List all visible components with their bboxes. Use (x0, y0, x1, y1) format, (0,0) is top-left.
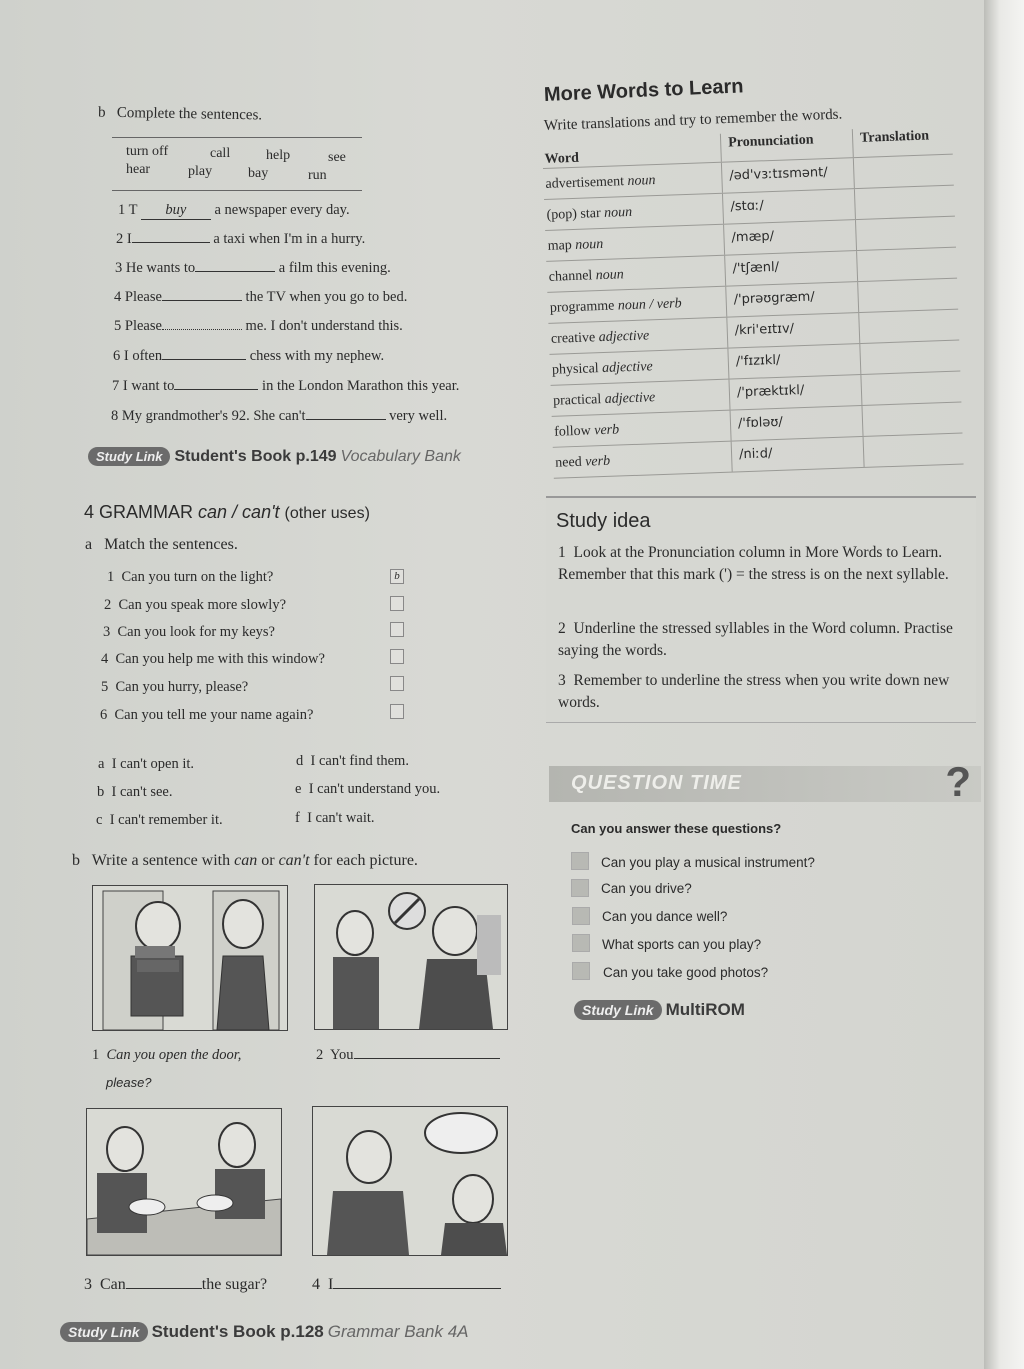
item-number: 3 (103, 624, 111, 640)
item-number: 2 (558, 620, 566, 637)
answer-blank[interactable] (162, 300, 242, 301)
sentence-post: me. I don't understand this. (245, 318, 403, 334)
reply-a (98, 756, 194, 773)
sentence-pre: He wants to (125, 260, 196, 276)
word-pos: verb (584, 453, 611, 470)
sentence-4 (114, 289, 407, 306)
sentence-pre: Please (124, 289, 162, 305)
sentence-pre: I often (123, 348, 163, 364)
item-number: 4 (101, 651, 109, 667)
item-number: 1 (107, 569, 115, 585)
answer-box[interactable] (390, 649, 404, 664)
answer-box[interactable] (390, 596, 404, 611)
sentence-post: the TV when you go to bed. (245, 289, 408, 305)
sentence-post: a film this evening. (278, 260, 391, 276)
study-idea-title: Study idea (556, 510, 651, 532)
word-box-item: see (328, 150, 346, 165)
word-box-item: help (266, 148, 291, 163)
word-pron: /'prəʊgræm/ (733, 289, 815, 308)
word-pron: /kri'eɪtɪv/ (734, 321, 795, 339)
checkbox-icon[interactable] (571, 852, 589, 870)
word-text: physical (551, 361, 599, 378)
question-time-item: What sports can you play? (602, 937, 762, 952)
item-number: 3 (558, 672, 566, 689)
study-idea-text: Underline the stressed syllables in the Word column. Practise saying the words. (558, 620, 953, 659)
caption-text: You (329, 1047, 354, 1063)
exercise-b-header (98, 105, 262, 125)
sentence-1 (118, 202, 350, 220)
study-link-text: Student's Book p.149 (174, 448, 337, 465)
answer-blank[interactable] (333, 1288, 501, 1289)
question-time-intro: Can you answer these questions? (571, 821, 782, 836)
sentence-8 (111, 408, 447, 425)
word-pos: noun (603, 204, 633, 221)
sentence-post: chess with my nephew. (249, 348, 385, 364)
cartoon-illustration (313, 1107, 507, 1255)
sentence-post: very well. (389, 408, 448, 424)
study-idea-text: Remember to underline the stress when you write down new words. (558, 672, 950, 711)
word-text: map (547, 238, 573, 254)
sentence-3 (115, 260, 391, 277)
question-time-title: QUESTION TIME (571, 772, 742, 794)
study-link-badge: Study Link (60, 1322, 148, 1342)
study-link-badge: Study Link (574, 1000, 662, 1020)
grammar-heading (84, 502, 370, 523)
caption-text: Can (100, 1276, 126, 1293)
reply-e (295, 781, 440, 798)
sentence-6 (113, 348, 384, 365)
picture-2-caption (316, 1047, 500, 1064)
answer-blank[interactable] (306, 419, 386, 420)
question-text: Can you look for my keys? (117, 624, 275, 640)
checkbox-icon[interactable] (571, 879, 589, 897)
reply-b (97, 784, 172, 801)
word-pron: /'fɒləʊ/ (737, 414, 784, 432)
item-number: 3 (84, 1276, 92, 1293)
instruction-keyword: can't (278, 852, 310, 869)
item-number: 3 (115, 260, 123, 276)
cartoon-illustration (93, 886, 287, 1030)
reply-letter: b (97, 784, 105, 800)
word-pron: /'tʃænl/ (732, 259, 780, 277)
question-5 (101, 679, 248, 696)
col-word: Word (544, 150, 580, 167)
item-number: 4 (312, 1276, 320, 1293)
picture-3-sugar (86, 1108, 282, 1256)
checkbox-icon[interactable] (572, 934, 590, 952)
picture-4-caption (312, 1276, 501, 1294)
word-text: practical (552, 392, 602, 409)
sentence-pre: Please (124, 318, 162, 334)
reply-text: I can't remember it. (109, 812, 223, 828)
reply-d (296, 753, 409, 770)
word-pos: noun / verb (617, 296, 682, 314)
sentence-post: a taxi when I'm in a hurry. (213, 231, 366, 247)
grammar-heading-sub: (other uses) (284, 505, 370, 522)
item-number: 2 (104, 597, 112, 613)
word-text: need (555, 454, 582, 471)
reply-text: I can't find them. (310, 753, 409, 769)
sentence-5 (114, 318, 403, 335)
answer-blank[interactable] (195, 271, 275, 272)
word-pron: /'præktɪkl/ (736, 383, 805, 401)
word-text: channel (548, 268, 593, 285)
picture-2-camera (314, 884, 508, 1030)
reply-text: I can't understand you. (308, 781, 441, 797)
more-words-title: More Words to Learn (543, 75, 744, 106)
question-time-item: Can you drive? (601, 881, 692, 896)
answer-blank[interactable] (174, 389, 258, 390)
question-time-item: Can you play a musical instrument? (601, 855, 815, 870)
instruction-part: or (261, 852, 275, 869)
question-text: Can you help me with this window? (115, 651, 325, 667)
caption-text: Can you open the door, (106, 1047, 242, 1063)
reply-text: I can't see. (111, 784, 173, 800)
word-pron: /'fɪzɪkl/ (735, 352, 781, 370)
item-number: 5 (101, 679, 109, 695)
reply-letter: c (96, 812, 103, 828)
exercise-instruction: Complete the sentences. (116, 104, 263, 124)
item-number: 1 (558, 544, 566, 561)
answer-box[interactable] (390, 622, 404, 637)
word-text: programme (549, 298, 615, 316)
question-mark-icon: ? (945, 758, 971, 805)
instruction-part: for each picture. (313, 852, 418, 869)
sentence-pre: I want to (122, 378, 175, 394)
answer-blank[interactable]: buy (141, 202, 211, 220)
study-link-text: MultiROM (665, 1000, 745, 1019)
sentence-post: in the London Marathon this year. (262, 378, 460, 394)
word-pos: verb (593, 422, 620, 439)
study-link-multirom[interactable] (574, 1000, 745, 1020)
word-pos: adjective (604, 390, 656, 407)
question-2 (104, 597, 286, 614)
exercise-label: a (85, 536, 93, 553)
item-number: 8 (111, 408, 119, 424)
grammar-heading-main: 4 GRAMMAR (84, 502, 194, 522)
sentence-post: a newspaper every day. (214, 202, 350, 218)
question-4 (101, 651, 325, 668)
word-text: (pop) star (546, 206, 601, 223)
question-1 (107, 569, 273, 586)
answer-box[interactable] (390, 676, 404, 691)
word-box-item: run (308, 168, 327, 183)
study-link-badge: Study Link (88, 447, 170, 466)
word-pos: adjective (601, 359, 653, 377)
word-text: creative (550, 330, 596, 347)
question-text: Can you speak more slowly? (118, 597, 287, 613)
col-translation: Translation (859, 128, 930, 146)
word-box-item: hear (126, 162, 151, 177)
question-text: Can you hurry, please? (115, 679, 249, 695)
answer-blank[interactable] (162, 359, 246, 360)
reply-letter: f (295, 810, 300, 826)
word-text: advertisement (545, 174, 625, 192)
caption-text: I (328, 1276, 334, 1293)
exercise-label: b (97, 104, 106, 121)
cartoon-illustration (87, 1109, 281, 1255)
picture-3-caption (84, 1276, 267, 1294)
page-edge (984, 0, 1024, 1369)
caption-text: the sugar? (201, 1276, 268, 1293)
word-pron: /stɑː/ (730, 198, 764, 215)
question-time-item: Can you take good photos? (603, 965, 769, 980)
cartoon-illustration (315, 885, 507, 1029)
more-words-instruction: Write translations and try to remember the words. (543, 106, 843, 134)
item-number: 1 (118, 202, 126, 218)
item-number: 6 (113, 348, 121, 364)
word-box-item: bay (248, 166, 269, 181)
question-6 (100, 707, 313, 724)
word-pron: /niːd/ (738, 446, 773, 463)
reply-text: I can't wait. (307, 810, 375, 826)
answer-box[interactable] (390, 704, 404, 719)
question-3 (103, 624, 275, 641)
reply-letter: e (295, 781, 302, 797)
item-number: 6 (100, 707, 108, 723)
reply-c (96, 812, 223, 829)
word-box-item: play (188, 164, 213, 179)
instruction-part: Write a sentence with (91, 852, 231, 869)
word-box-item: turn off (126, 144, 169, 159)
question-text: Can you tell me your name again? (114, 707, 314, 723)
reply-letter: a (98, 756, 105, 772)
col-pronunciation: Pronunciation (727, 132, 814, 151)
word-box (112, 137, 362, 191)
word-pron: /mæp/ (731, 228, 775, 246)
answer-box[interactable]: b (390, 569, 404, 584)
question-time-banner (549, 758, 981, 805)
answer-blank[interactable] (354, 1058, 500, 1059)
study-link-grammar[interactable] (60, 1322, 469, 1342)
study-idea-text: Look at the Pronunciation column in More Words to Learn. Remember that this mark (') = the stress is on the next syllable. (558, 544, 949, 583)
sentence-pre: My grandmother's 92. She can't (121, 408, 306, 424)
reply-f (295, 810, 375, 827)
grammar-heading-focus: can / can't (198, 502, 280, 522)
word-text: follow (553, 423, 592, 440)
item-number: 2 (116, 231, 124, 247)
exercise-label: b (72, 852, 80, 869)
study-idea-item-3 (558, 670, 968, 714)
item-number: 4 (114, 289, 122, 305)
question-time-item: Can you dance well? (602, 909, 728, 924)
answer-blank[interactable] (126, 1288, 202, 1289)
reply-text: I can't open it. (111, 756, 195, 772)
sentence-pre: I (126, 231, 132, 247)
study-link-text: Student's Book p.128 (151, 1322, 324, 1341)
word-pos: noun (627, 173, 656, 190)
study-idea-item-2 (558, 618, 968, 662)
answer-blank[interactable] (162, 329, 242, 330)
checkbox-icon[interactable] (572, 962, 590, 980)
picture-4-phone (312, 1106, 508, 1256)
word-pron: /əd'vɜːtɪsmənt/ (729, 165, 828, 184)
word-pos: adjective (598, 328, 650, 346)
study-link-section: Grammar Bank 4A (327, 1322, 469, 1341)
question-text: Can you turn on the light? (121, 569, 274, 585)
reply-letter: d (296, 753, 304, 769)
study-link-vocabulary[interactable] (88, 447, 461, 466)
checkbox-icon[interactable] (572, 907, 590, 925)
word-pos: noun (595, 267, 625, 284)
word-pos: noun (575, 236, 604, 253)
item-number: 2 (316, 1047, 324, 1063)
vocabulary-table (542, 126, 964, 479)
study-idea-box (546, 496, 976, 723)
exercise-instruction: Match the sentences. (104, 536, 238, 553)
answer-blank[interactable] (132, 242, 210, 243)
exercise-a-header (85, 536, 238, 554)
picture-1-door (92, 885, 288, 1031)
instruction-keyword: can (234, 852, 258, 869)
sentence-pre: T (128, 202, 138, 218)
picture-1-caption-cont: please? (106, 1075, 152, 1090)
sentence-2 (116, 231, 365, 248)
study-link-section: Vocabulary Bank (340, 448, 461, 465)
picture-1-caption (92, 1047, 241, 1064)
item-number: 7 (112, 378, 120, 394)
item-number: 5 (114, 318, 122, 334)
study-idea-item-1 (558, 542, 968, 586)
exercise-b2-header (72, 852, 418, 870)
word-box-item: call (210, 146, 231, 161)
item-number: 1 (92, 1047, 100, 1063)
sentence-7 (112, 378, 459, 395)
